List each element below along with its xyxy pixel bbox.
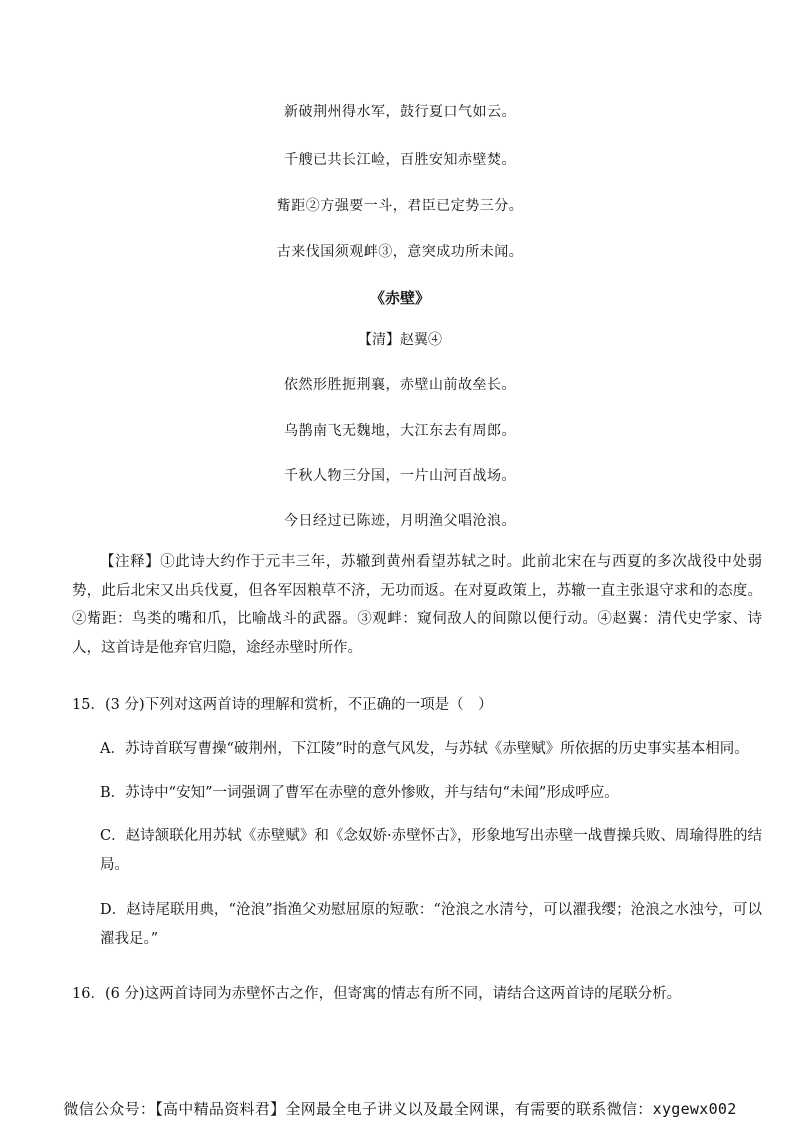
poem2-line-1: 依然形胜扼荆襄，赤壁山前故垒长。 [284,377,516,393]
footer-text: 微信公众号：【高中精品资料君】全网最全电子讲义以及最全网课，有需要的联系微信： [63,1100,653,1118]
poem2-line-2: 乌鹊南飞无魏地，大江东去有周郎。 [284,423,516,439]
poem2-line-4: 今日经过已陈迹，月明渔父唱沧浪。 [284,513,516,529]
poem2-line-3: 千秋人物三分国，一片山河百战场。 [284,468,516,484]
annotation-notes: 【注释】①此诗大约作于元丰三年，苏辙到黄州看望苏轼之时。此前北宋在与西夏的多次战役中处弱势，此后北宋又出兵伐夏，但各军因粮草不济，无功而返。在对夏政策上，苏辙一直主张退守求和的态度。②觜距：鸟类的嘴和爪，比喻战斗的武器。③观衅：窥伺敌人的间隙以便行动。④赵翼：清代史学家、诗人，这首诗是他弃官归隐，途经赤壁时所作。 [72,554,762,656]
poem1-line-3: 觜距②方强要一斗，君臣已定势三分。 [276,198,524,214]
poem1-line-1: 新破荆州得水军，鼓行夏口气如云。 [284,104,516,120]
question-15-option-d: D．赵诗尾联用典，“沧浪”指渔父劝慰屈原的短歌：“沧浪之水清兮，可以濯我缨；沧浪之水浊兮，可以濯我足。” [100,902,762,947]
question-15-option-b: B．苏诗中“安知”一词强调了曹军在赤壁的意外惨败，并与结句“未闻”形成呼应。 [100,785,619,801]
poem2-title: 《赤壁》 [369,289,430,307]
question-16-stem: 16．(6 分)这两首诗同为赤壁怀古之作，但寄寓的情志有所不同，请结合这两首诗的尾联分析。 [72,986,682,1002]
question-15-stem: 15．(3 分)下列对这两首诗的理解和赏析，不正确的一项是（ ） [72,697,493,713]
question-15-option-a: A．苏诗首联写曹操“破荆州，下江陵”时的意气风发，与苏轼《赤壁赋》所依据的历史事实基本相同。 [100,741,749,757]
page-footer [0,1098,800,1119]
poem1-line-4: 古来伐国须观衅③，意突成功所未闻。 [276,244,524,260]
poem2-author: 【清】赵翼④ [358,332,442,348]
question-15-option-c: C．赵诗颔联化用苏轼《赤壁赋》和《念奴娇·赤壁怀古》，形象地写出赤壁一战曹操兵败、周瑜得胜的结局。 [100,828,762,873]
footer-wechat-id: xygewx002 [652,1100,737,1118]
poem1-line-2: 千艘已共长江崄，百胜安知赤壁焚。 [284,152,516,168]
